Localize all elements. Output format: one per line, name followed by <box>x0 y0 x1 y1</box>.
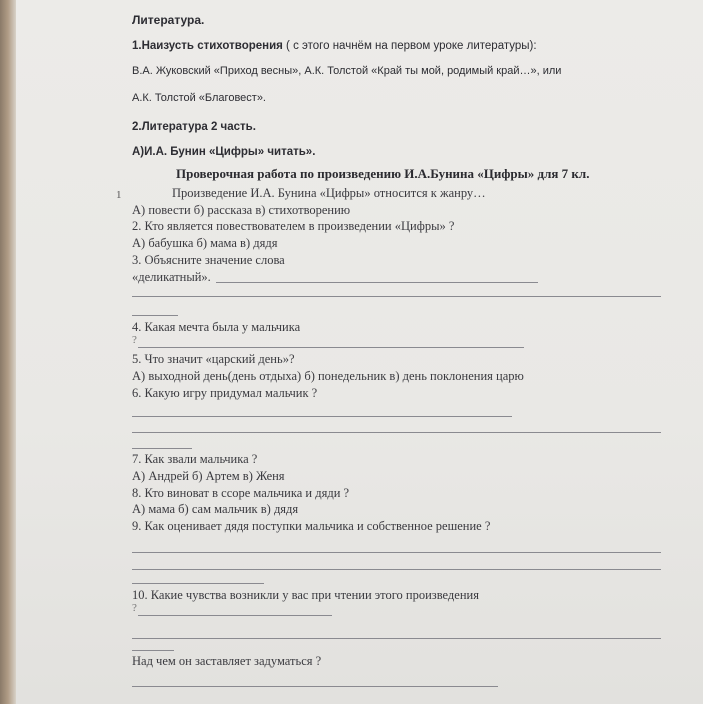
task-2: 2.Литература 2 часть. <box>132 121 256 133</box>
question-3-word: «деликатный». <box>132 270 211 284</box>
answer-line[interactable] <box>132 296 661 297</box>
task-1-label: 1.Наизусть стихотворения <box>132 40 283 52</box>
question-1: Произведение И.А. Бунина «Цифры» относится к жанру… <box>172 186 486 200</box>
test-title: Проверочная работа по произведению И.А.Бунина «Цифры» для 7 кл. <box>176 166 590 181</box>
question-10-mark: ? <box>132 602 137 614</box>
question-1-options: А) повести б) рассказа в) стихотворению <box>132 203 351 217</box>
answer-line[interactable] <box>132 448 192 449</box>
question-6: 6. Какую игру придумал мальчик ? <box>132 386 318 400</box>
answer-line[interactable] <box>132 315 178 316</box>
poems-line-1: В.А. Жуковский «Приход весны», А.К. Толстой «Край ты мой, родимый край…», или <box>132 65 562 77</box>
answer-line[interactable] <box>132 416 512 417</box>
question-10: 10. Какие чувства возникли у вас при чтении этого произведения <box>132 588 479 602</box>
answer-line[interactable] <box>132 569 661 570</box>
answer-line[interactable] <box>138 347 524 348</box>
question-2-options: А) бабушка б) мама в) дядя <box>132 236 278 250</box>
answer-line[interactable] <box>132 583 264 584</box>
question-3: 3. Объясните значение слова <box>132 253 285 267</box>
answer-line[interactable] <box>132 650 174 651</box>
task-1-note: ( с этого начнём на первом уроке литературы): <box>282 40 537 52</box>
page-heading: Литература. <box>132 13 205 27</box>
poems-line-2: А.К. Толстой «Благовест». <box>132 92 266 104</box>
question-11: Над чем он заставляет задуматься ? <box>132 654 322 668</box>
question-5-options: А) выходной день(день отдыха) б) понедельник в) день поклонения царю <box>132 369 524 383</box>
answer-line[interactable] <box>132 552 661 553</box>
question-5: 5. Что значит «царский день»? <box>132 352 295 366</box>
question-7-options: А) Андрей б) Артем в) Женя <box>132 469 285 483</box>
question-9: 9. Как оценивает дядя поступки мальчика и собственное решение ? <box>132 519 491 533</box>
task-1 <box>132 40 537 52</box>
answer-line[interactable] <box>216 282 538 283</box>
answer-line[interactable] <box>132 638 661 639</box>
question-8-options: А) мама б) сам мальчик в) дядя <box>132 502 299 516</box>
question-7: 7. Как звали мальчика ? <box>132 452 258 466</box>
question-4: 4. Какая мечта была у мальчика <box>132 320 301 334</box>
side-number: 1 <box>116 189 122 201</box>
question-2: 2. Кто является повествователем в произведении «Цифры» ? <box>132 219 455 233</box>
answer-line[interactable] <box>132 432 661 433</box>
answer-line[interactable] <box>138 615 332 616</box>
question-4-mark: ? <box>132 334 137 346</box>
answer-line[interactable] <box>132 686 498 687</box>
question-8: 8. Кто виноват в ссоре мальчика и дяди ? <box>132 486 350 500</box>
task-2a: А)И.А. Бунин «Цифры» читать». <box>132 146 316 158</box>
